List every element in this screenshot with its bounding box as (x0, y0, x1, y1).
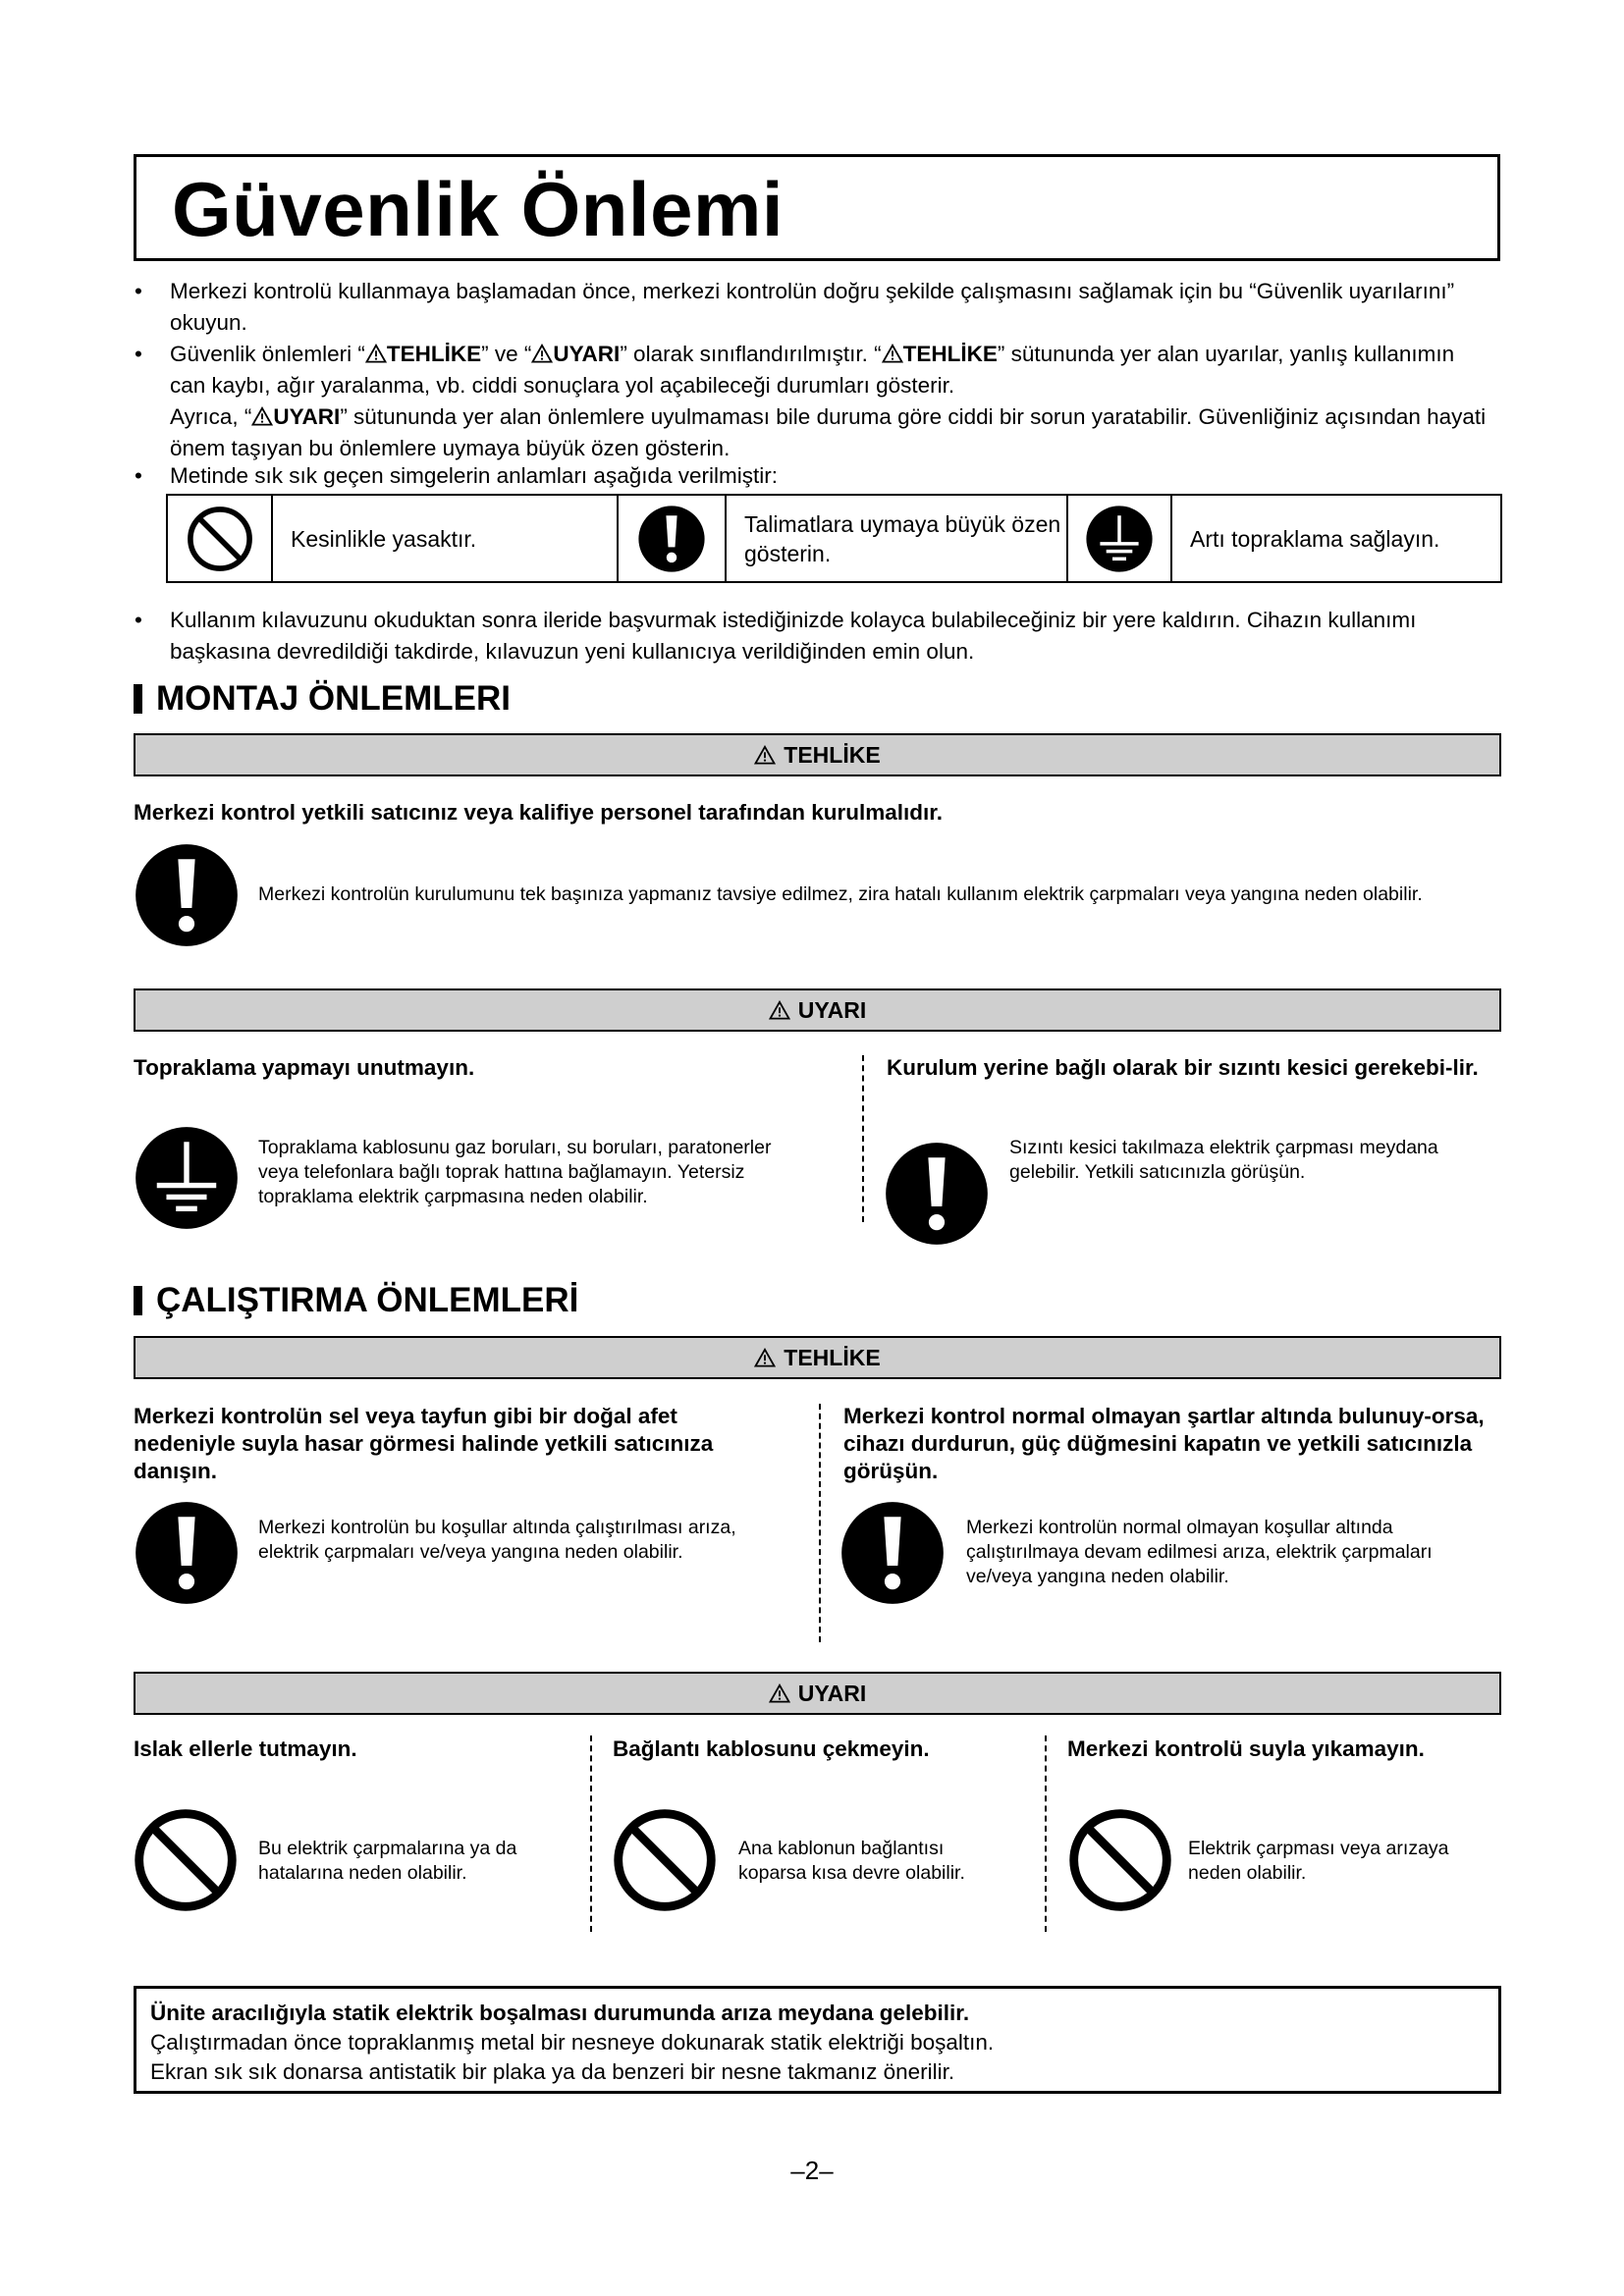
prohibition-icon (1066, 1806, 1174, 1914)
bullet-dot: • (135, 608, 142, 632)
warning-triangle-icon (754, 745, 776, 765)
exclamation-icon (884, 1141, 990, 1247)
warning-triangle-icon (769, 1683, 790, 1703)
page-title: Güvenlik Önlemi (172, 166, 785, 252)
warning-triangle-icon (531, 344, 553, 363)
montaj-tehlike-title: Merkezi kontrol yetkili satıcınız veya kalifiye personel tarafından kurulmalıdır. (134, 800, 944, 825)
ground-icon (134, 1125, 240, 1231)
column-divider (862, 1055, 864, 1222)
bullet-dot: • (135, 342, 142, 366)
prohibition-icon (132, 1806, 240, 1914)
intro-bullet-3: • Metinde sık sık geçen simgelerin anlamları aşağıda verilmiştir: (170, 460, 1486, 492)
warning-triangle-icon (754, 1348, 776, 1367)
calistirma-left-title: Merkezi kontrolün sel veya tayfun gibi bir doğal afet nedeniyle suyla hasar görmesi halinde yetkili satıcınıza danışın. (134, 1404, 714, 1483)
symbol-cell-icon (1068, 496, 1172, 581)
column-divider (819, 1404, 821, 1642)
prohibition-icon (611, 1806, 719, 1914)
intro-text-1: Merkezi kontrolü kullanmaya başlamadan önce, merkezi kontrolün doğru şekilde çalışmasını sağlamak için bu “Güvenlik uyarılarını” okuyun. (170, 279, 1455, 335)
calistirma-col1-title: Islak ellerle tutmayın. (134, 1736, 357, 1761)
symbol-label: Talimatlara uymaya büyük özen gösterin. (727, 496, 1068, 581)
symbol-cell-icon (619, 496, 727, 581)
calistirma-col3-title: Merkezi kontrolü suyla yıkamayın. (1067, 1736, 1425, 1761)
warning-triangle-icon (251, 406, 273, 426)
tehlike-band: TEHLİKE (134, 733, 1501, 776)
symbol-label: Kesinlikle yasaktır. (273, 496, 619, 581)
uyari-band: UYARI (134, 1672, 1501, 1715)
column-divider (1045, 1735, 1047, 1932)
exclamation-icon (134, 1500, 240, 1606)
uyari-keyword: UYARI (553, 342, 621, 366)
calistirma-right-text: Merkezi kontrolün normal olmayan koşullar altında çalıştırılmaya devam edilmesi arıza, elektrik çarpmaları ve/veya yangına neden olabilir. (966, 1517, 1433, 1587)
warning-triangle-icon (365, 344, 387, 363)
symbol-cell-icon (168, 496, 273, 581)
intro-bullet-2: • Güvenlik önlemleri “ TEHLİKE” ve “ UYARI” olarak sınıflandırılmıştır. “ TEHLİKE” sütununda yer alan uyarılar, yanlış kullanımın can kaybı, ağır yaralanma, vb. ciddi sonuçlara yol açabileceği durumları gösterir. Ayrıca, “ UYARI” sütununda yer alan önlemlere uyulmaması bile duruma göre ciddi bir sorun yaratabilir. Güvenliğiniz açısından hayati önem taşıyan bu önlemlere uymaya büyük özen gösterin. (170, 339, 1490, 464)
warning-triangle-icon (882, 344, 903, 363)
intro-bullet-4: • Kullanım kılavuzunu okuduktan sonra ileride başvurmak istediğinizde kolayca bulabileceğiniz bir yere kaldırın. Cihazın kullanımı başkasına devredildiği takdirde, kılavuzun yeni kullanıcıya verildiğinden emin olun. (170, 605, 1490, 667)
calistirma-right-title: Merkezi kontrol normal olmayan şartlar altında bulunuy-orsa, cihazı durdurun, güç düğmesini kapatın ve yetkili satıcınızla görüşün. (843, 1404, 1485, 1483)
exclamation-icon (637, 505, 706, 573)
exclamation-icon (134, 842, 240, 948)
calistirma-col2-text: Ana kablonun bağlantısı koparsa kısa devre olabilir. (738, 1838, 965, 1884)
section-heading-montaj: MONTAJ ÖNLEMLERI (134, 681, 511, 716)
title-box (134, 154, 1500, 261)
montaj-right-text: Sızıntı kesici takılmaza elektrik çarpması meydana gelebilir. Yetkili satıcınızla görüşün. (1009, 1137, 1438, 1183)
montaj-tehlike-text: Merkezi kontrolün kurulumunu tek başınıza yapmanız tavsiye edilmez, zira hatalı kullanım elektrik çarpmaları veya yangına neden olabilir. (258, 883, 1423, 905)
page-number: –2– (790, 2156, 834, 2185)
column-divider (590, 1735, 592, 1932)
bullet-dot: • (135, 463, 142, 488)
tehlike-keyword: TEHLİKE (386, 342, 482, 366)
ground-icon (1085, 505, 1154, 573)
bullet-dot: • (135, 279, 142, 303)
calistirma-col1-text: Bu elektrik çarpmalarına ya da hatalarına neden olabilir. (258, 1838, 517, 1884)
symbol-label: Artı topraklama sağlayın. (1190, 525, 1440, 552)
tehlike-band: TEHLİKE (134, 1336, 1501, 1379)
intro-bullet-1 (135, 276, 1486, 339)
uyari-band: UYARI (134, 988, 1501, 1032)
static-electricity-note (134, 1986, 1501, 2094)
calistirma-left-text: Merkezi kontrolün bu koşullar altında çalıştırılması arıza, elektrik çarpmaları ve/veya yangına neden olabilir. (258, 1517, 736, 1563)
calistirma-col3-text: Elektrik çarpması veya arızaya neden olabilir. (1188, 1838, 1449, 1884)
symbol-legend-table (166, 494, 1502, 583)
montaj-right-title: Kurulum yerine bağlı olarak bir sızıntı kesici gerekebi-lir. (887, 1055, 1479, 1080)
exclamation-icon (839, 1500, 946, 1606)
montaj-left-title: Topraklama yapmayı unutmayın. (134, 1055, 475, 1080)
prohibition-icon (186, 505, 254, 573)
note-line-1: Ünite aracılığıyla statik elektrik boşalması durumunda arıza meydana gelebilir. (150, 2001, 970, 2025)
montaj-left-text: Topraklama kablosunu gaz boruları, su boruları, paratonerler veya telefonlara bağlı toprak hattına bağlamayın. Yetersiz topraklama elektrik çarpmasına neden olabilir. (258, 1137, 772, 1207)
calistirma-col2-title: Bağlantı kablosunu çekmeyin. (613, 1736, 930, 1761)
note-line-2: Çalıştırmadan önce topraklanmış metal bir nesneye dokunarak statik elektriği boşaltın. (150, 2030, 995, 2055)
section-heading-calistirma: ÇALIŞTIRMA ÖNLEMLERİ (134, 1283, 578, 1317)
note-line-3: Ekran sık sık donarsa antistatik bir plaka ya da benzeri bir nesne takmanız önerilir. (150, 2059, 955, 2084)
warning-triangle-icon (769, 1000, 790, 1020)
